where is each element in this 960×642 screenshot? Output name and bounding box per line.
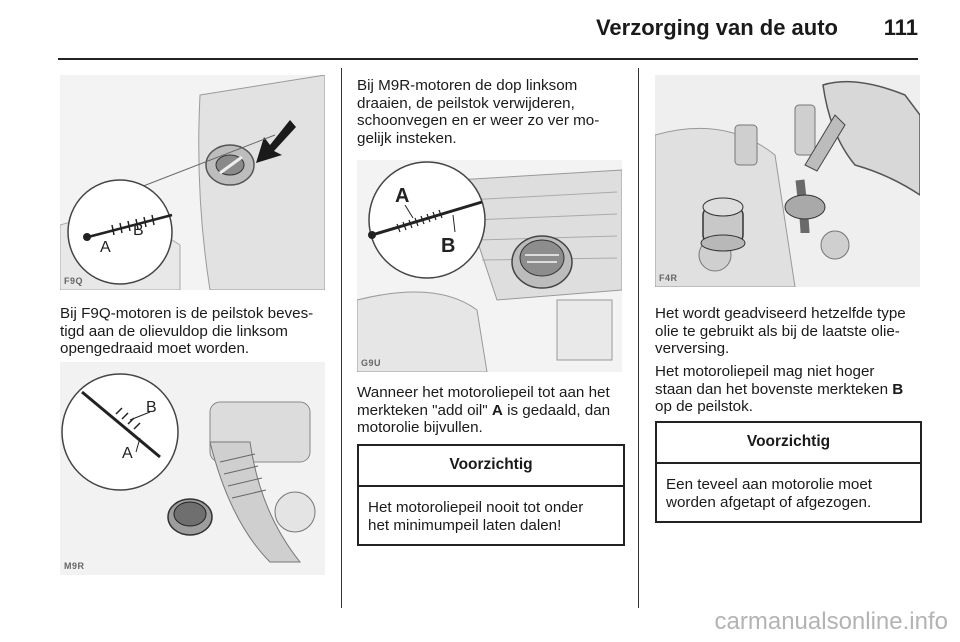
figure-code-f4r: F4R	[659, 273, 678, 283]
paragraph-f9q: Bij F9Q-motoren is de peilstok beves- tigd aan de olievuldop die linksom opengedraaid moet worden.	[60, 305, 314, 357]
paragraph-oil-type: Het wordt geadviseerd hetzelfde type olie te gebruikt als bij de laatste olie- verversing.	[655, 305, 906, 357]
column-divider-left	[341, 68, 342, 608]
page-number: 111	[883, 15, 918, 40]
caution-title: Voorzichtig	[359, 446, 623, 487]
g9u-label-b: B	[441, 235, 456, 257]
watermark: carmanualsonline.info	[714, 608, 948, 635]
figure-code-g9u: G9U	[361, 358, 382, 368]
g9u-engine-illustration	[357, 160, 622, 372]
caution-text: Een teveel aan motorolie moet worden afgetapt of afgezogen.	[666, 476, 872, 511]
figure-m9r	[60, 362, 325, 575]
m9r-label-b: B	[146, 399, 157, 416]
paragraph-add-oil: Wanneer het motoroliepeil tot aan het merkteken "add oil" A is gedaald, dan motorolie bijvullen.	[357, 384, 611, 436]
figure-g9u	[357, 160, 622, 372]
paragraph-m9r: Bij M9R-motoren de dop linksom draaien, de peilstok verwijderen, schoonvegen en er weer zo ver mo- gelijk insteken.	[357, 77, 600, 147]
f9q-label-b: B	[133, 222, 144, 239]
f9q-label-a: A	[100, 239, 111, 256]
page-header-title: Verzorging van de auto	[595, 15, 838, 40]
caution-text: Het motoroliepeil nooit tot onder het minimumpeil laten dalen!	[368, 499, 584, 534]
g9u-label-a: A	[395, 185, 410, 207]
figure-code-m9r: M9R	[64, 561, 85, 571]
f9q-engine-illustration	[60, 75, 325, 290]
header-rule	[58, 58, 918, 60]
paragraph-max-level: Het motoroliepeil mag niet hoger staan dan het bovenste merkteken B op de peilstok.	[655, 363, 904, 415]
caution-title: Voorzichtig	[657, 423, 920, 464]
caution-box-1	[357, 444, 625, 546]
f4r-oil-filling-illustration	[655, 75, 920, 287]
figure-f9q	[60, 75, 325, 290]
caution-box-2	[655, 421, 922, 523]
figure-f4r	[655, 75, 920, 287]
m9r-engine-illustration	[60, 362, 325, 575]
column-divider-right	[638, 68, 639, 608]
figure-code-f9q: F9Q	[64, 276, 84, 286]
m9r-label-a: A	[122, 445, 133, 462]
